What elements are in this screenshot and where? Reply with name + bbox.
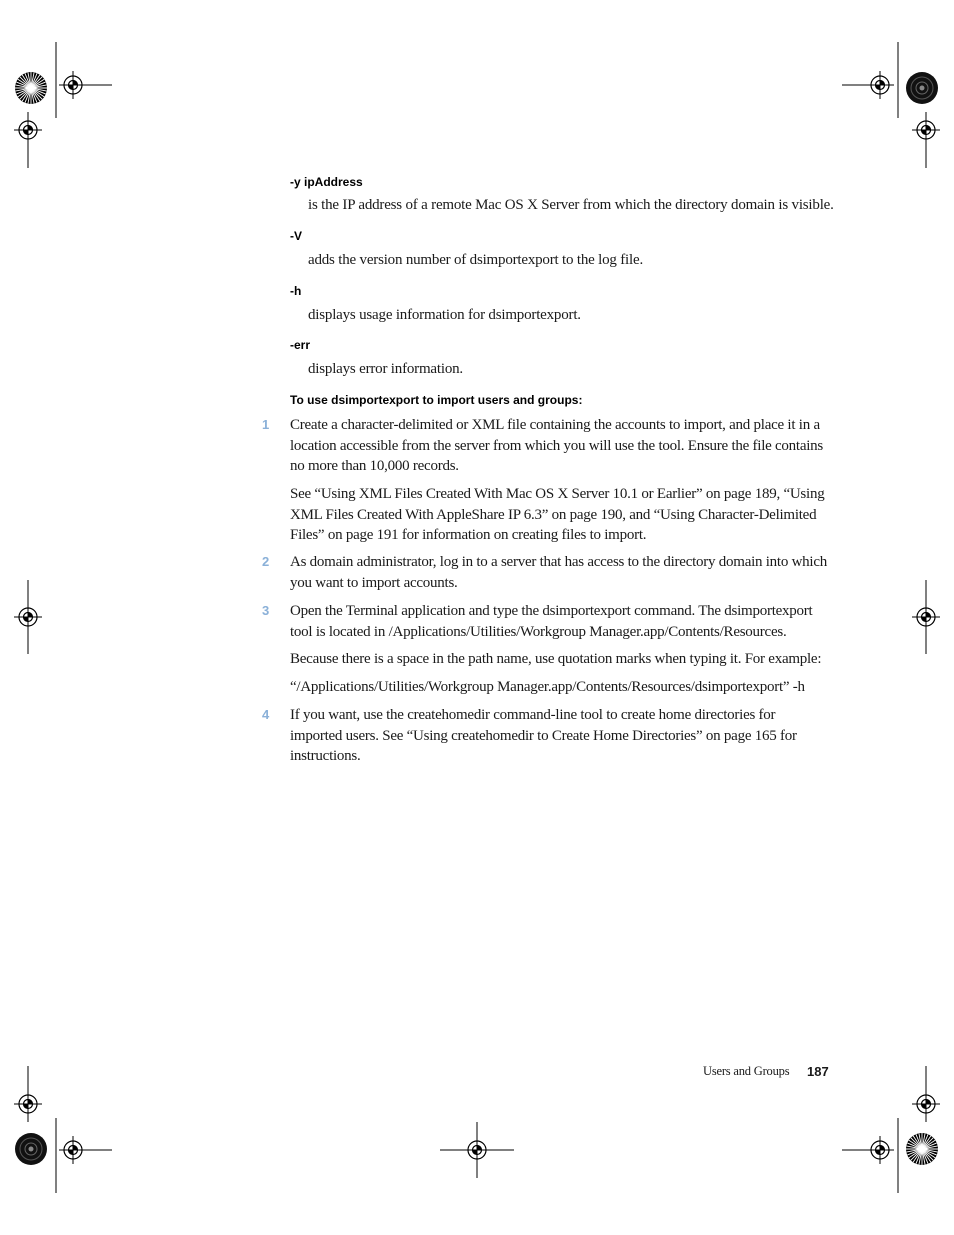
- starburst-mark-icon: [15, 72, 47, 104]
- option-description: is the IP address of a remote Mac OS X Server from which the directory domain is visible.: [308, 197, 834, 213]
- option-flag: -err: [290, 338, 311, 352]
- starburst-mark-icon: [906, 72, 938, 104]
- footer-section-title: Users and Groups: [703, 1064, 790, 1078]
- option-description: displays usage information for dsimportexport.: [308, 307, 581, 323]
- option-description: displays error information.: [308, 361, 463, 377]
- option-flag: -y ipAddress: [290, 175, 363, 189]
- step-text: Create a character-delimited or XML file containing the accounts to import, and place it in a location accessible from the server from which you will use the tool. Ensure the file contains no more than 10,000 records.: [290, 417, 824, 474]
- step-text: As domain administrator, log in to a server that has access to the directory domain into which you want to import accounts.: [290, 554, 828, 591]
- option-flag: -V: [290, 229, 302, 243]
- option-flag: -h: [290, 284, 302, 298]
- starburst-mark-icon: [906, 1133, 938, 1165]
- step-number: 3: [262, 603, 270, 618]
- procedure-heading: To use dsimportexport to import users and groups:: [290, 393, 583, 407]
- step-number: 2: [262, 554, 270, 569]
- step-note: See “Using XML Files Created With Mac OS X Server 10.1 or Earlier” on page 189, “Using XML Files Created With AppleShare IP 6.3” on page 190, and “Using Character-Delimited Files” on page 191 for information on creating files to import.: [290, 486, 825, 543]
- step-number: 4: [262, 707, 270, 722]
- step-note: Because there is a space in the path name, use quotation marks when typing it. For example:: [290, 651, 822, 667]
- step-text: If you want, use the createhomedir command-line tool to create home directories for imported users. See “Using createhomedir to Create Home Directories” on page 165 for instructions.: [290, 707, 797, 764]
- option-description: adds the version number of dsimportexport to the log file.: [308, 252, 643, 268]
- step-text: Open the Terminal application and type the dsimportexport command. The dsimportexport tool is located in /Applications/Utilities/Workgroup Manager.app/Contents/Resources.: [290, 603, 813, 640]
- step-number: 1: [262, 417, 270, 432]
- page-number: 187: [807, 1064, 829, 1079]
- starburst-mark-icon: [15, 1133, 47, 1165]
- code-example: “/Applications/Utilities/Workgroup Manager.app/Contents/Resources/dsimportexport” -h: [290, 679, 805, 695]
